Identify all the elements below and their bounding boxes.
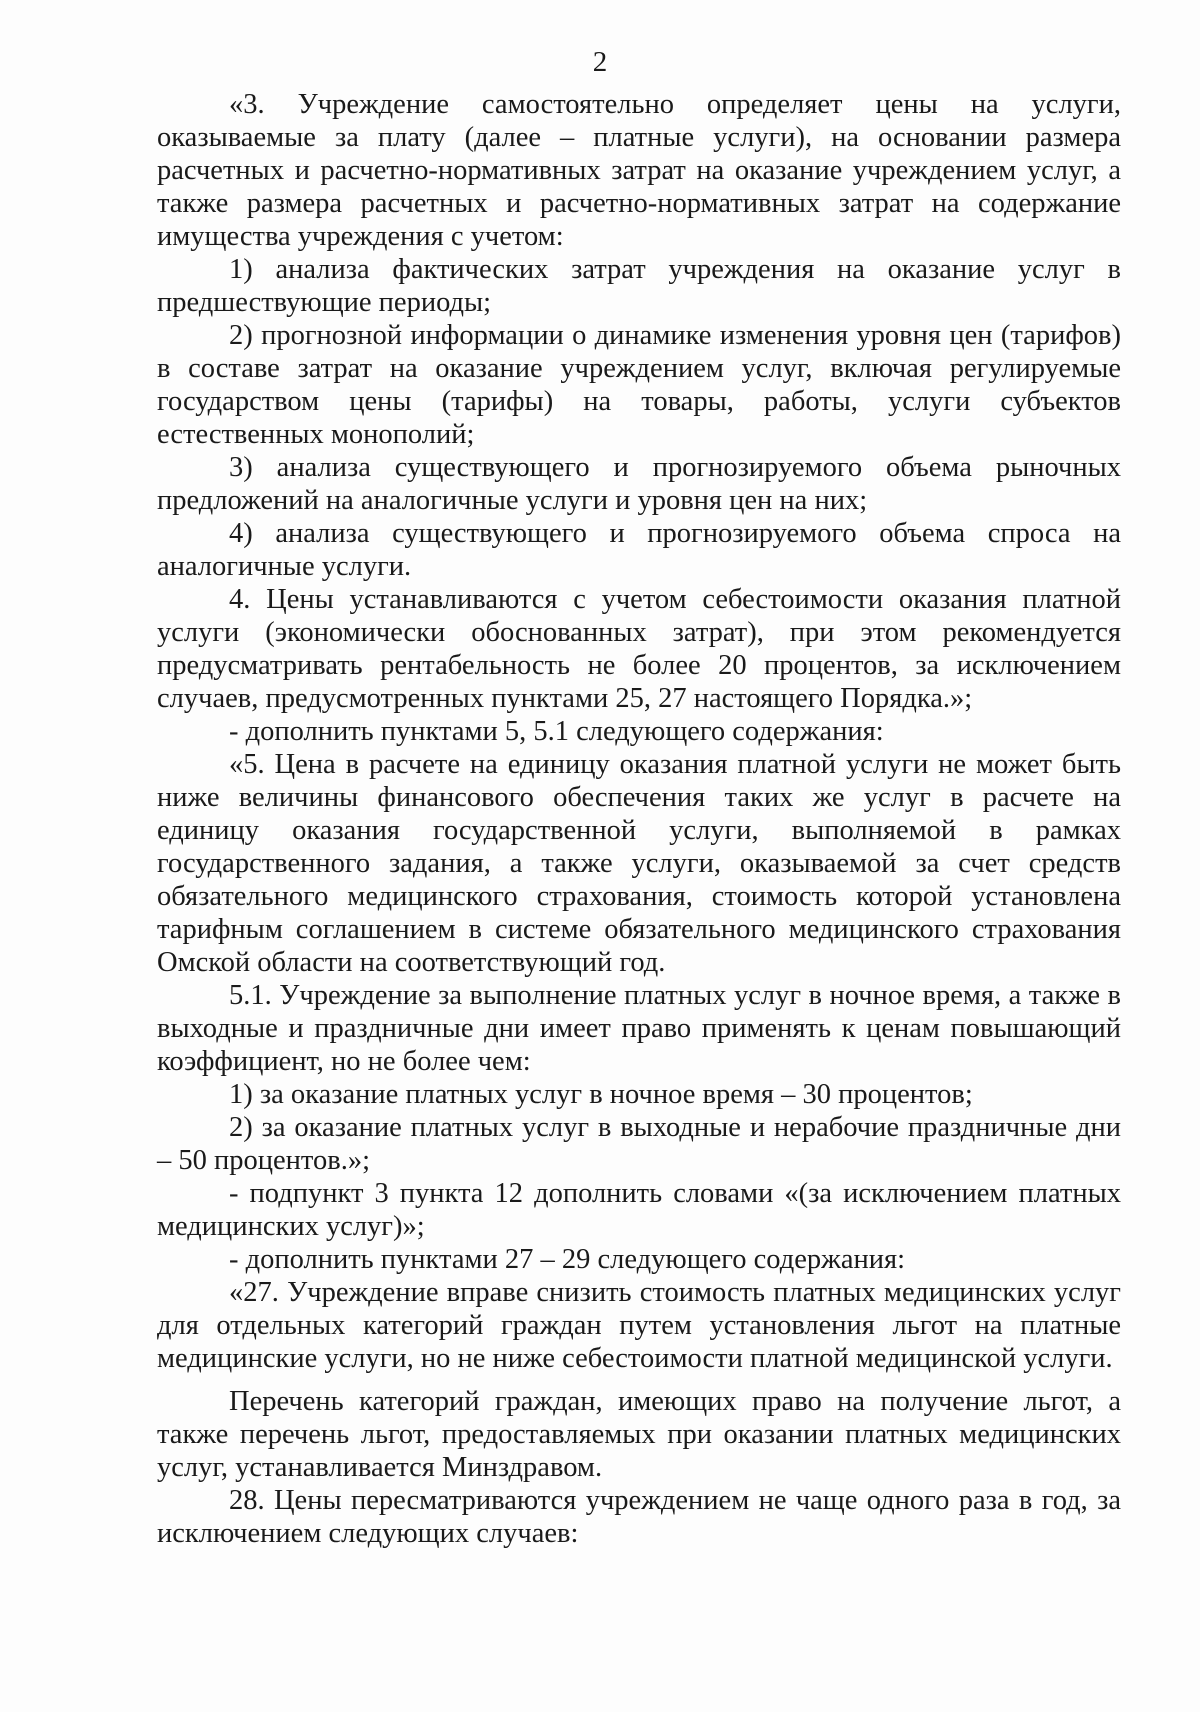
- page-number: 2: [592, 46, 608, 78]
- amendment-subpoint-3-point-12: - подпункт 3 пункта 12 дополнить словами «(за исключением платных медицинских услуг)»;: [157, 1178, 1121, 1242]
- paragraph-5: «5. Цена в расчете на единицу оказания платной услуги не может быть ниже величины финансового обеспечения таких же услуг в расчете на единицу оказания государственной услуги, выполняемой в рамках государственного задания, а также услуги, оказываемой за счет средств обязательного медицинского страхования, стоимость которой установлена тарифным соглашением в системе обязательного медицинского страхования Омской области на соответствующий год.: [157, 749, 1121, 978]
- paragraph-3: «3. Учреждение самостоятельно определяет цены на услуги, оказываемые за плату (далее – платные услуги), на основании размера расчетных и расчетно-нормативных затрат на оказание учреждением услуг, а также размера расчетных и расчетно-нормативных затрат на содержание имущества учреждения с учетом:: [157, 89, 1121, 252]
- paragraph-3-item-4: 4) анализа существующего и прогнозируемого объема спроса на аналогичные услуги.: [157, 518, 1121, 582]
- document-body: [157, 88, 1121, 1550]
- paragraph-28: 28. Цены пересматриваются учреждением не чаще одного раза в год, за исключением следующих случаев:: [157, 1485, 1121, 1549]
- paragraph-27: «27. Учреждение вправе снизить стоимость платных медицинских услуг для отдельных категорий граждан путем установления льгот на платные медицинские услуги, но не ниже себестоимости платной медицинской услуги.: [157, 1277, 1121, 1374]
- paragraph-5-1: 5.1. Учреждение за выполнение платных услуг в ночное время, а также в выходные и праздничные дни имеет право применять к ценам повышающий коэффициент, но не более чем:: [157, 980, 1121, 1077]
- paragraph-3-item-1: 1) анализа фактических затрат учреждения на оказание услуг в предшествующие периоды;: [157, 254, 1121, 318]
- amendment-add-points-5: - дополнить пунктами 5, 5.1 следующего содержания:: [229, 716, 884, 747]
- paragraph-3-item-3: 3) анализа существующего и прогнозируемого объема рыночных предложений на аналогичные услуги и уровня цен на них;: [157, 452, 1121, 516]
- paragraph-3-item-2: 2) прогнозной информации о динамике изменения уровня цен (тарифов) в составе затрат на оказание учреждением услуг, включая регулируемые государством цены (тарифы) на товары, работы, услуги субъектов естественных монополий;: [157, 320, 1121, 450]
- paragraph-5-1-item-1: 1) за оказание платных услуг в ночное время – 30 процентов;: [229, 1079, 973, 1110]
- paragraph-4: 4. Цены устанавливаются с учетом себестоимости оказания платной услуги (экономически обоснованных затрат), при этом рекомендуется предусматривать рентабельность не более 20 процентов, за исключением случаев, предусмотренных пунктами 25, 27 настоящего Порядка.»;: [157, 584, 1121, 714]
- paragraph-27-list-of-categories: Перечень категорий граждан, имеющих право на получение льгот, а также перечень льгот, предоставляемых при оказании платных медицинских услуг, устанавливается Минздравом.: [157, 1386, 1121, 1483]
- paragraph-5-1-item-2: 2) за оказание платных услуг в выходные и нерабочие праздничные дни – 50 процентов.»;: [157, 1112, 1121, 1176]
- amendment-add-points-27-29: - дополнить пунктами 27 – 29 следующего содержания:: [229, 1244, 905, 1275]
